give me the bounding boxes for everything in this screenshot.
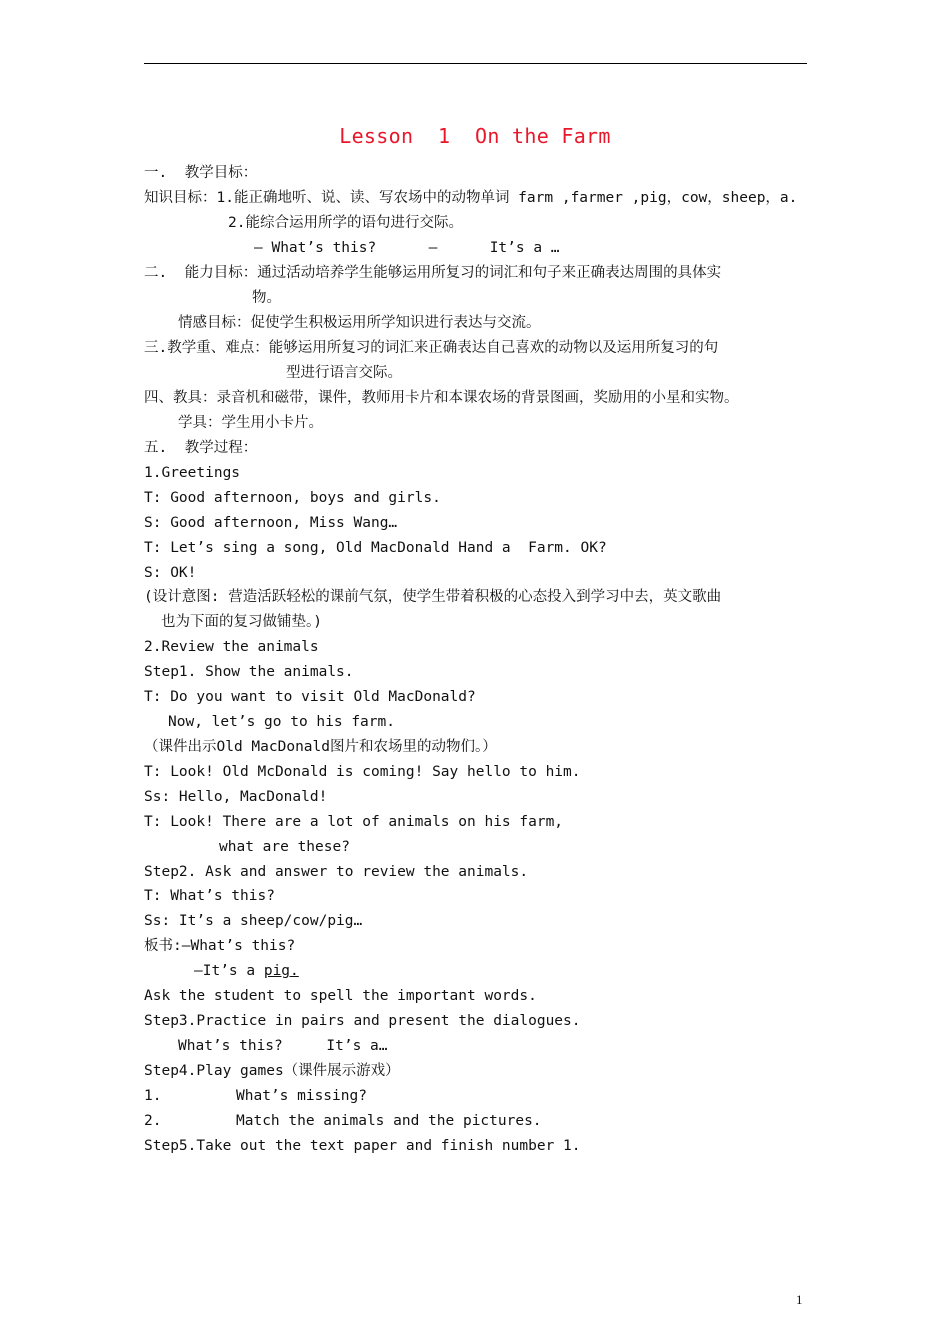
text-line: S: Good afternoon, Miss Wang… — [144, 515, 398, 531]
board-answer-text: —It’s a — [194, 963, 264, 979]
page-number: 1 — [796, 1292, 803, 1307]
text-line: Step5.Take out the text paper and finish number 1. — [144, 1138, 581, 1154]
header-rule — [144, 63, 807, 64]
text-line: what are these? — [219, 839, 350, 855]
text-line: Step2. Ask and answer to review the animals. — [144, 864, 529, 880]
text-line: 2.Review the animals — [144, 639, 319, 655]
text-line: （课件出示Old MacDonald图片和农场里的动物们。） — [144, 739, 497, 755]
text-line: 板书:—What’s this? — [144, 938, 296, 954]
text-line: 学具：学生用小卡片。 — [178, 415, 323, 431]
text-line: 一. 教学目标： — [144, 165, 258, 181]
text-line: 情感目标：促使学生积极运用所学知识进行表达与交流。 — [178, 315, 541, 331]
text-line: T: Look! Old McDonald is coming! Say hello to him. — [144, 764, 581, 780]
text-line: S: OK! — [144, 565, 197, 581]
text-line: Step3.Practice in pairs and present the dialogues. — [144, 1013, 581, 1029]
list-number: 1. — [144, 1088, 162, 1104]
text-line: T: Do you want to visit Old MacDonald? — [144, 689, 476, 705]
text-line: 1.Greetings — [144, 465, 241, 481]
text-line: (设计意图: 营造活跃轻松的课前气氛，使学生带着积极的心态投入到学习中去，英文歌曲 — [144, 589, 722, 605]
text-line: 也为下面的复习做铺垫。) — [161, 614, 322, 630]
text-line: Step1. Show the animals. — [144, 664, 354, 680]
underlined-word: pig. — [263, 963, 299, 979]
text-line: Now, let’s go to his farm. — [168, 714, 395, 730]
list-item-text: What’s missing? — [236, 1088, 367, 1104]
text-line: T: What’s this? — [144, 888, 275, 904]
text-line: 五. 教学过程： — [144, 440, 258, 456]
text-line: T: Look! There are a lot of animals on his farm, — [144, 814, 564, 830]
text-line: 型进行语言交际。 — [286, 365, 402, 381]
text-line: Step4.Play games（课件展示游戏） — [144, 1063, 400, 1079]
list-item-text: Match the animals and the pictures. — [236, 1113, 542, 1129]
text-line: Ask the student to spell the important words. — [144, 988, 537, 1004]
text-line: What’s this? It’s a… — [178, 1038, 388, 1054]
text-line: 四、教具：录音机和磁带，课件，教师用卡片和本课农场的背景图画，奖励用的小星和实物。 — [144, 390, 739, 406]
text-line: — What’s this? — It’s a … — [254, 240, 560, 256]
text-line: 物。 — [252, 290, 281, 306]
text-line: 2.能综合运用所学的语句进行交际。 — [228, 215, 463, 231]
text-line: 知识目标：1.能正确地听、说、读、写农场中的动物单词 farm ,farmer ,pig，cow，sheep，a. — [144, 190, 798, 206]
lesson-title: Lesson 1 On the Farm — [339, 124, 611, 148]
text-line: Ss: Hello, MacDonald! — [144, 789, 328, 805]
text-line: Ss: It’s a sheep/cow/pig… — [144, 913, 363, 929]
text-line: T: Good afternoon, boys and girls. — [144, 490, 441, 506]
text-line: T: Let’s sing a song, Old MacDonald Hand a Farm. OK? — [144, 540, 607, 556]
list-number: 2. — [144, 1113, 162, 1129]
text-line: 二. 能力目标：通过活动培养学生能够运用所复习的词汇和句子来正确表达周围的具体实 — [144, 265, 722, 281]
text-line: 三.教学重、难点：能够运用所复习的词汇来正确表达自己喜欢的动物以及运用所复习的句 — [144, 340, 719, 356]
text-line — [194, 962, 299, 980]
